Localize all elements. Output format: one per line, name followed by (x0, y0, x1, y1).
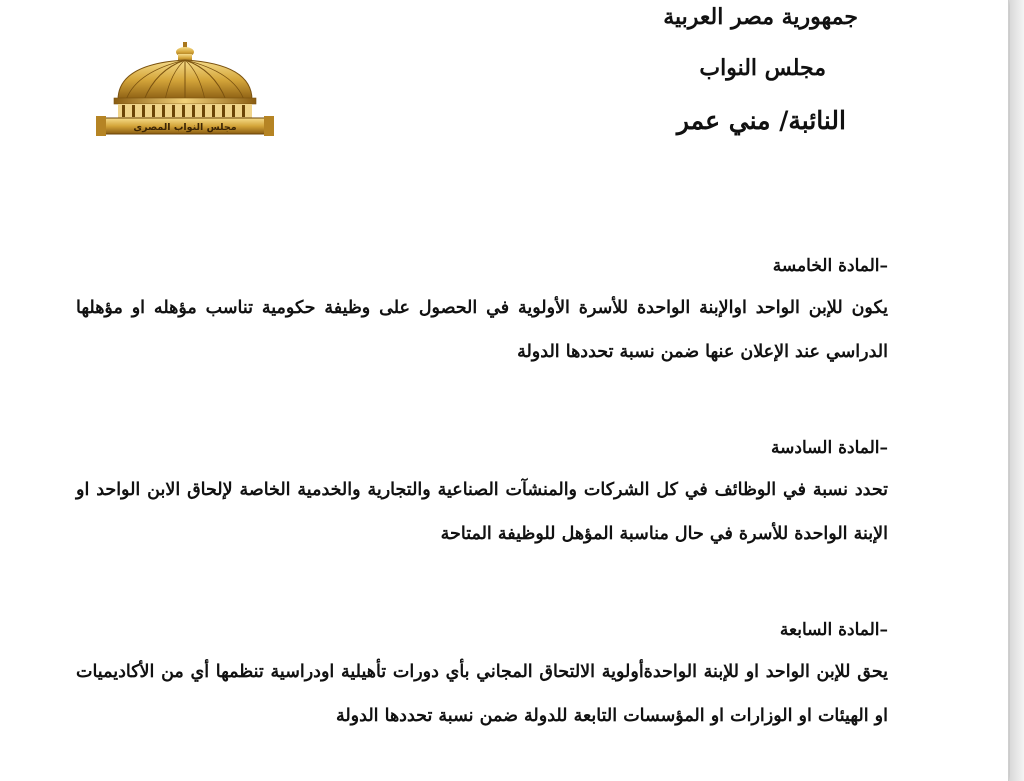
parliament-dome-logo (96, 42, 274, 138)
header-deputy-name: النائبة/ مني عمر (676, 106, 846, 135)
article-fifth (76, 254, 888, 374)
article-sixth (76, 436, 888, 556)
header-country: جمهورية مصر العربية (663, 4, 858, 30)
article-seventh (76, 618, 888, 738)
viewer-background-edge (1010, 0, 1024, 781)
logo-caption: مجلس النواب المصرى (133, 122, 237, 133)
header-council: مجلس النواب (699, 55, 826, 81)
article-title: –المادة الخامسة (772, 256, 888, 276)
article-title: –المادة السادسة (771, 438, 888, 458)
article-body: يكون للإبن الواحد اوالإبنة الواحدة للأسرة الأولوية في الحصول على وظيفة حكومية تناسب مؤهله او مؤهلها الدراسي عند الإعلان عنها ضمن نسبة تحددها الدولة (76, 298, 888, 362)
article-title: –المادة السابعة (779, 620, 888, 640)
article-body: تحدد نسبة في الوظائف في كل الشركات والمنشآت الصناعية والتجارية والخدمية الخاصة لإلحاق الابن الواحد او الإبنة الواحدة للأسرة في حال مناسبة المؤهل للوظيفة المتاحة (76, 480, 888, 544)
article-body: يحق للإبن الواحد او للإبنة الواحدةأولوية الالتحاق المجاني بأي دورات تأهيلية اودراسية تنظمها أي من الأكاديميات او الهيئات او الوزارات او المؤسسات التابعة للدولة ضمن نسبة تحددها الدولة (76, 662, 888, 726)
